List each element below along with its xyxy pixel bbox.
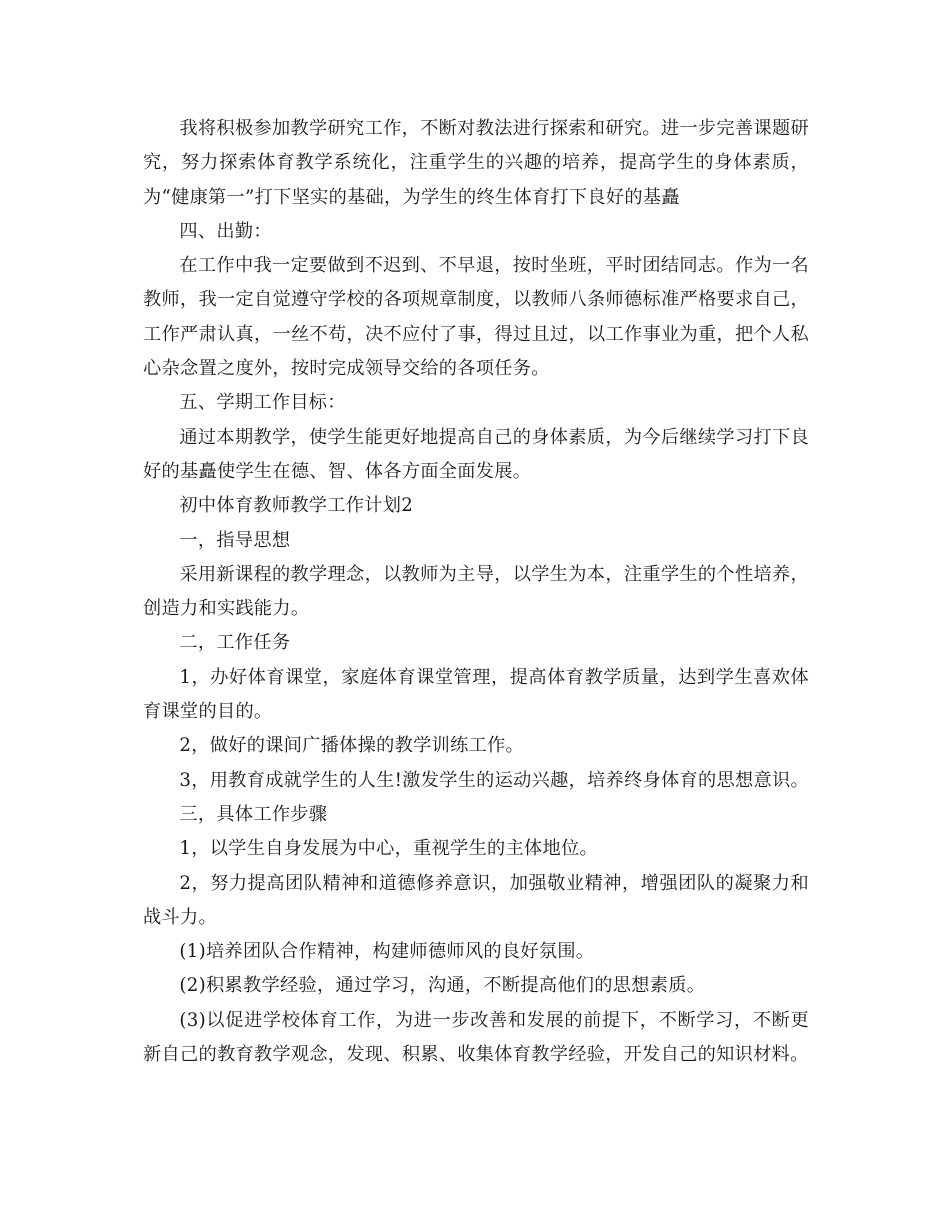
paragraph-research-work: 我将积极参加教学研究工作，不断对教法进行探索和研究。进一步完善课题研究，努力探索体育教学系统化，注重学生的兴趣的培养，提高学生的身体素质，为“健康第一”打下坚实的基础，为学生的终生体育打下良好的基矗 — [143, 118, 809, 208]
list-item-step-2: 2，努力提高团队精神和道德修养意识，加强敬业精神，增强团队的凝聚力和战斗力。 — [143, 872, 809, 928]
list-item-task-2: 2，做好的课间广播体操的教学训练工作。 — [179, 735, 525, 757]
heading-attendance: 四、出勤： — [179, 220, 272, 242]
list-item-task-1: 1，办好体育课堂，家庭体育课堂管理，提高体育教学质量，达到学生喜欢体育课堂的目的。 — [143, 666, 809, 723]
heading-work-steps: 三，具体工作步骤 — [179, 803, 328, 825]
sub-item-1: (1)培养团队合作精神，构建师德师风的良好氛围。 — [179, 941, 595, 963]
sub-item-2: (2)积累教学经验，通过学习，沟通，不断提高他们的思想素质。 — [179, 975, 706, 997]
heading-semester-goals: 五、学期工作目标： — [179, 392, 346, 414]
sub-item-3: (3)以促进学校体育工作，为进一步改善和发展的前提下，不断学习，不断更新自己的教育教学观念，发现、积累、收集体育教学经验，开发自己的知识材料。 — [143, 1009, 809, 1066]
paragraph-semester-goals: 通过本期教学，使学生能更好地提高自己的身体素质，为今后继续学习打下良好的基矗使学生在德、智、体各方面全面发展。 — [143, 426, 809, 482]
list-item-step-1: 1，以学生自身发展为中心，重视学生的主体地位。 — [179, 838, 598, 860]
paragraph-guiding-thought: 采用新课程的教学理念，以教师为主导，以学生为本，注重学生的个性培养，创造力和实践能力。 — [143, 563, 809, 620]
paragraph-attendance: 在工作中我一定要做到不迟到、不早退，按时坐班，平时团结同志。作为一名教师，我一定自觉遵守学校的各项规章制度，以教师八条师德标准严格要求自己，工作严肃认真，一丝不苟，决不应付了事，得过且过，以工作事业为重，把个人私心杂念置之度外，按时完成领导交给的各项任务。 — [143, 255, 809, 380]
heading-work-tasks: 二，工作任务 — [179, 632, 291, 654]
list-item-task-3: 3，用教育成就学生的人生!激发学生的运动兴趣，培养终身体育的思想意识。 — [179, 769, 809, 791]
document-body — [143, 112, 809, 1072]
heading-guiding-thought: 一，指导思想 — [179, 529, 291, 551]
section-title-plan-2: 初中体育教师教学工作计划2 — [179, 495, 414, 517]
